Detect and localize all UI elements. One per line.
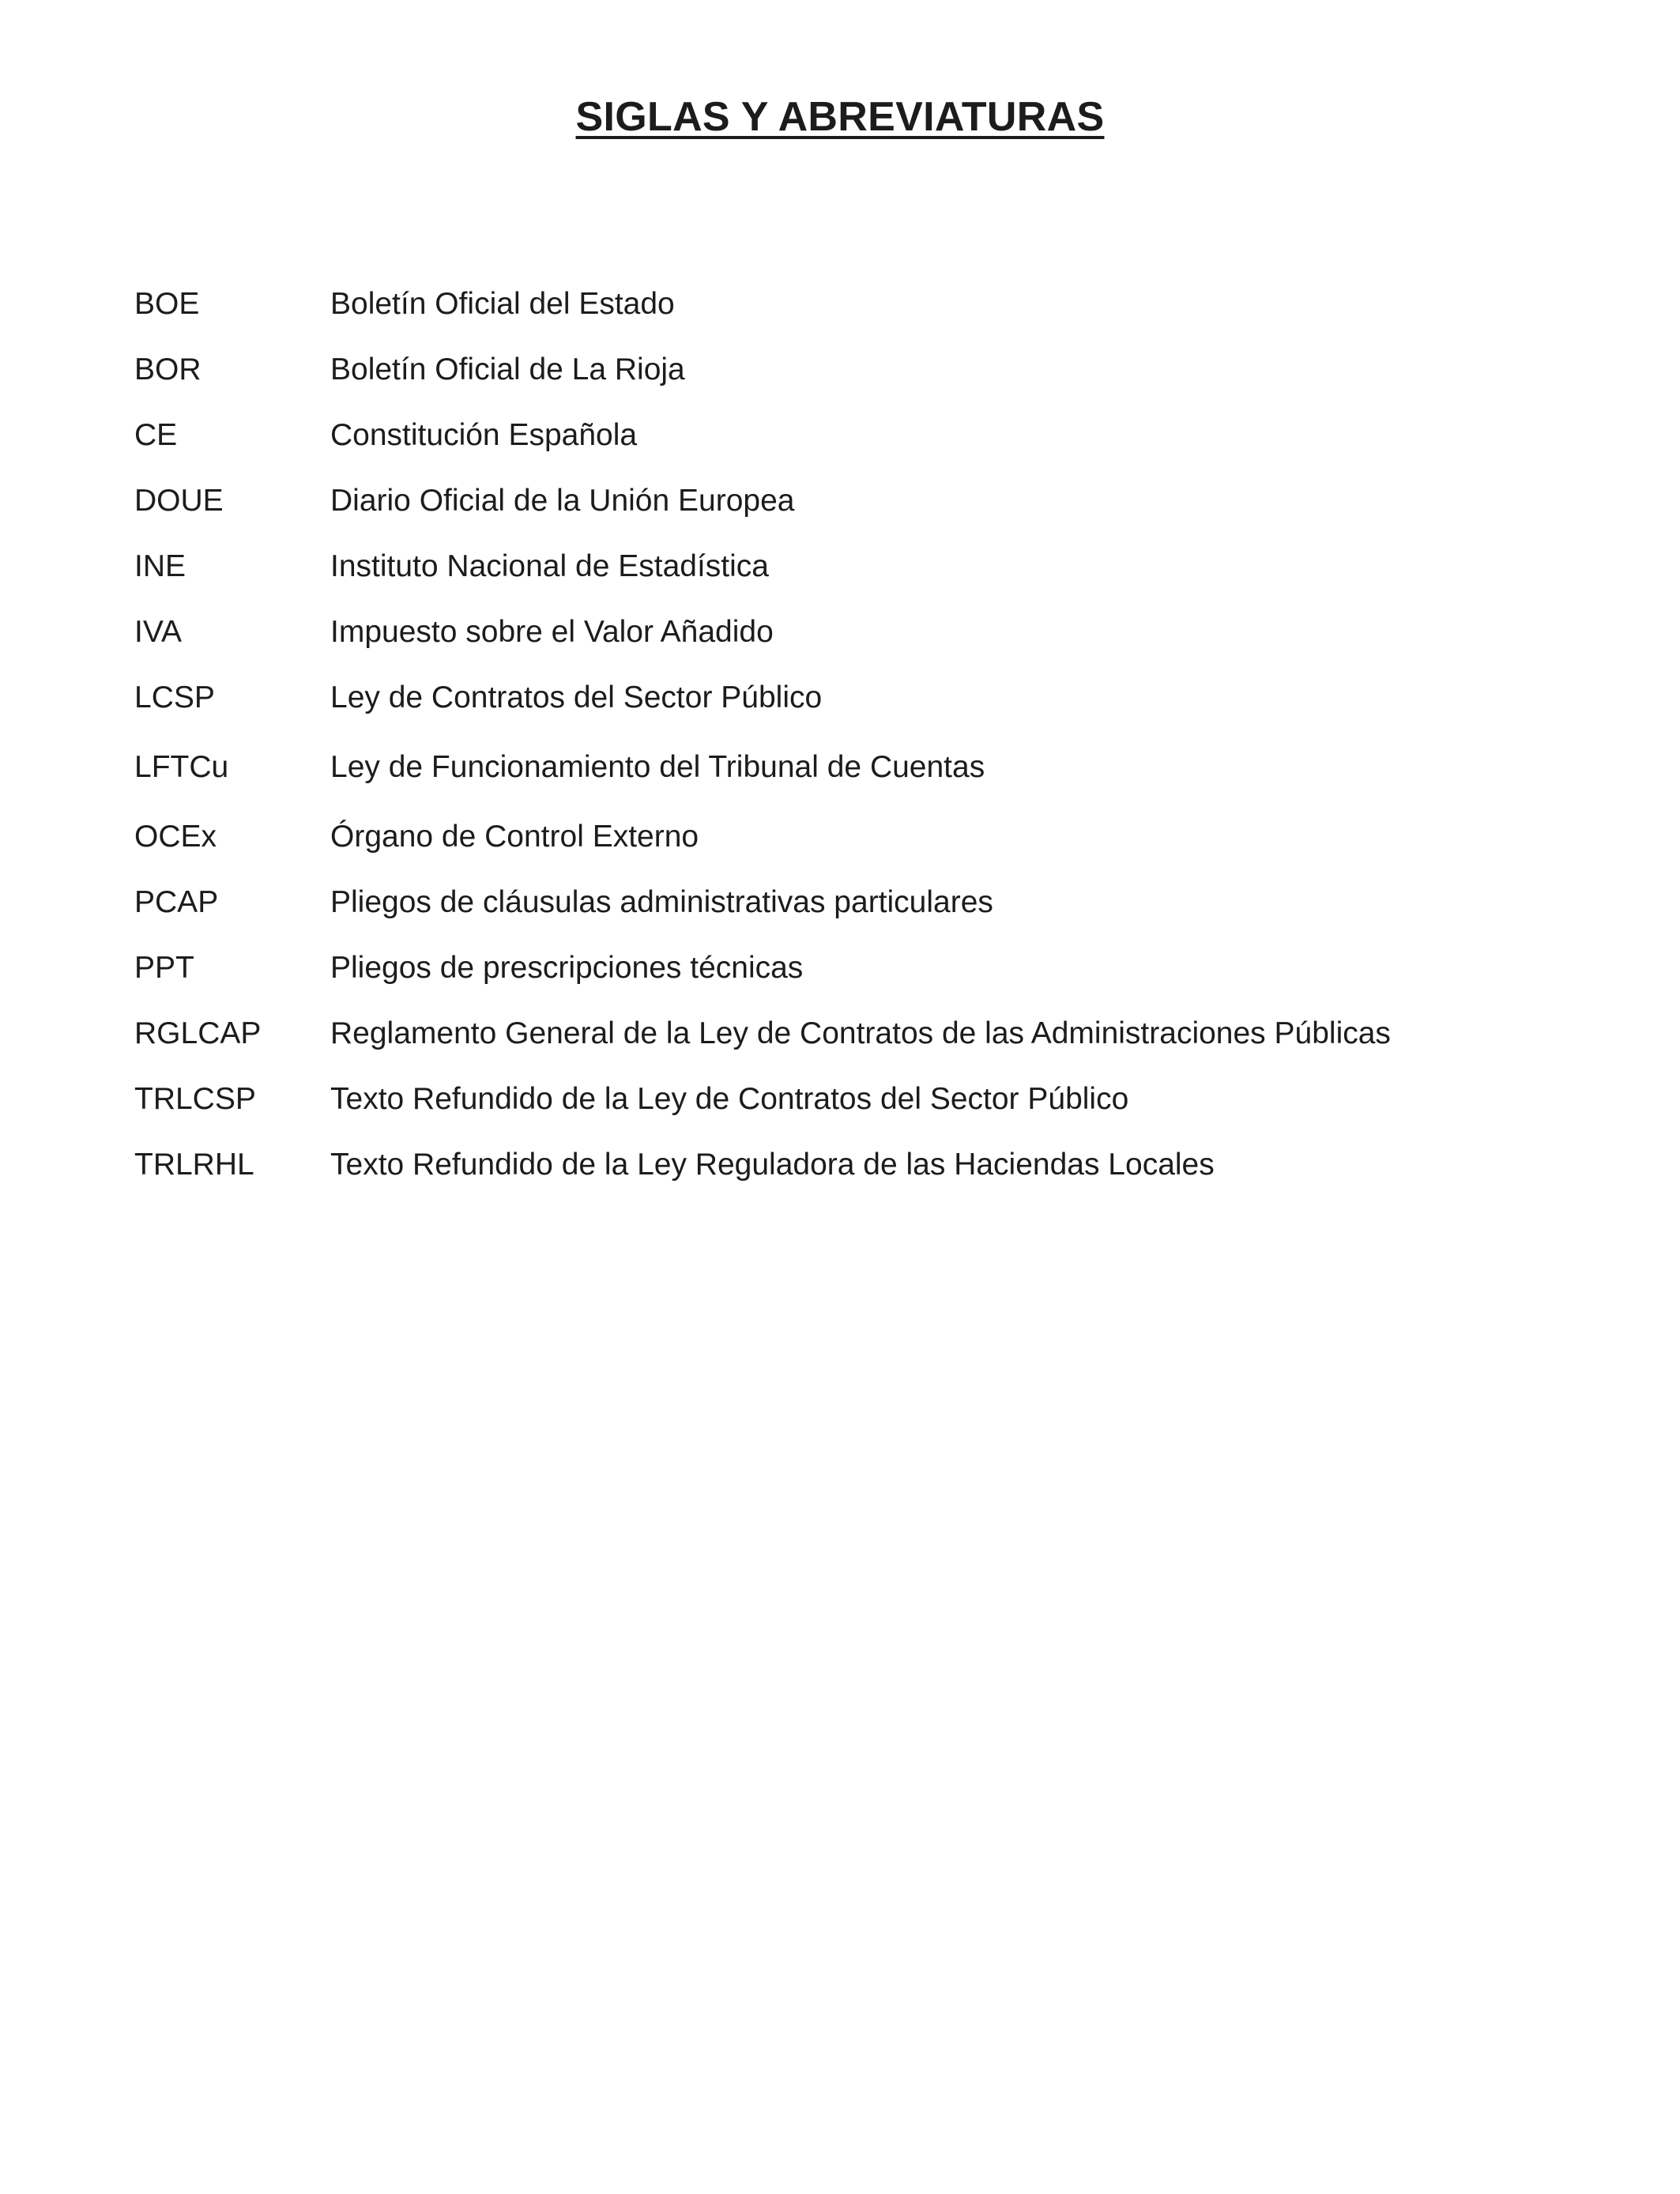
abbreviation: INE	[134, 549, 186, 583]
abbreviation-entry	[0, 1010, 1680, 1057]
abbreviation-entry	[0, 813, 1680, 861]
page-title: SIGLAS Y ABREVIATURAS	[575, 94, 1105, 140]
abbreviation: IVA	[134, 615, 182, 649]
abbreviation-meaning: Constitución Española	[330, 418, 638, 452]
abbreviation-meaning: Ley de Funcionamiento del Tribunal de Cuentas	[330, 750, 985, 784]
abbreviation: TRLRHL	[134, 1148, 254, 1182]
abbreviation-meaning: Boletín Oficial de La Rioja	[330, 352, 685, 386]
abbreviation-entry	[0, 1141, 1680, 1189]
abbreviation-meaning: Texto Refundido de la Ley Reguladora de las Haciendas Locales	[330, 1148, 1215, 1182]
abbreviation: PPT	[134, 951, 194, 985]
abbreviation: LCSP	[134, 680, 215, 714]
abbreviation-entry	[0, 543, 1680, 590]
abbreviation-meaning: Impuesto sobre el Valor Añadido	[330, 615, 774, 649]
abbreviation-entry	[0, 944, 1680, 992]
abbreviation: LFTCu	[134, 750, 229, 784]
abbreviation-meaning: Pliegos de cláusulas administrativas particulares	[330, 885, 993, 919]
abbreviation-entry	[0, 346, 1680, 394]
abbreviation-meaning: Ley de Contratos del Sector Público	[330, 680, 823, 714]
abbreviation-entry	[0, 412, 1680, 459]
abbreviation-meaning: Diario Oficial de la Unión Europea	[330, 484, 795, 518]
abbreviation-meaning: Texto Refundido de la Ley de Contratos del Sector Público	[330, 1082, 1129, 1116]
abbreviation-entry	[0, 879, 1680, 926]
abbreviation-entry	[0, 477, 1680, 525]
abbreviation: BOE	[134, 287, 200, 321]
abbreviation: PCAP	[134, 885, 219, 919]
abbreviation-entry	[0, 281, 1680, 328]
abbreviation: BOR	[134, 352, 202, 386]
abbreviation-meaning: Boletín Oficial del Estado	[330, 287, 675, 321]
abbreviation: CE	[134, 418, 178, 452]
abbreviation-entry	[0, 609, 1680, 656]
abbreviation-meaning: Instituto Nacional de Estadística	[330, 549, 769, 583]
abbreviation-meaning: Pliegos de prescripciones técnicas	[330, 951, 804, 985]
abbreviation: DOUE	[134, 484, 224, 518]
abbreviation-entry	[0, 744, 1680, 791]
abbreviation-entry	[0, 674, 1680, 722]
abbreviation-meaning: Órgano de Control Externo	[330, 820, 699, 854]
abbreviation: TRLCSP	[134, 1082, 256, 1116]
abbreviation: RGLCAP	[134, 1016, 262, 1050]
abbreviation: OCEx	[134, 820, 217, 854]
abbreviation-entry	[0, 1076, 1680, 1123]
abbreviation-meaning: Reglamento General de la Ley de Contratos de las Administraciones Públicas	[330, 1016, 1391, 1050]
